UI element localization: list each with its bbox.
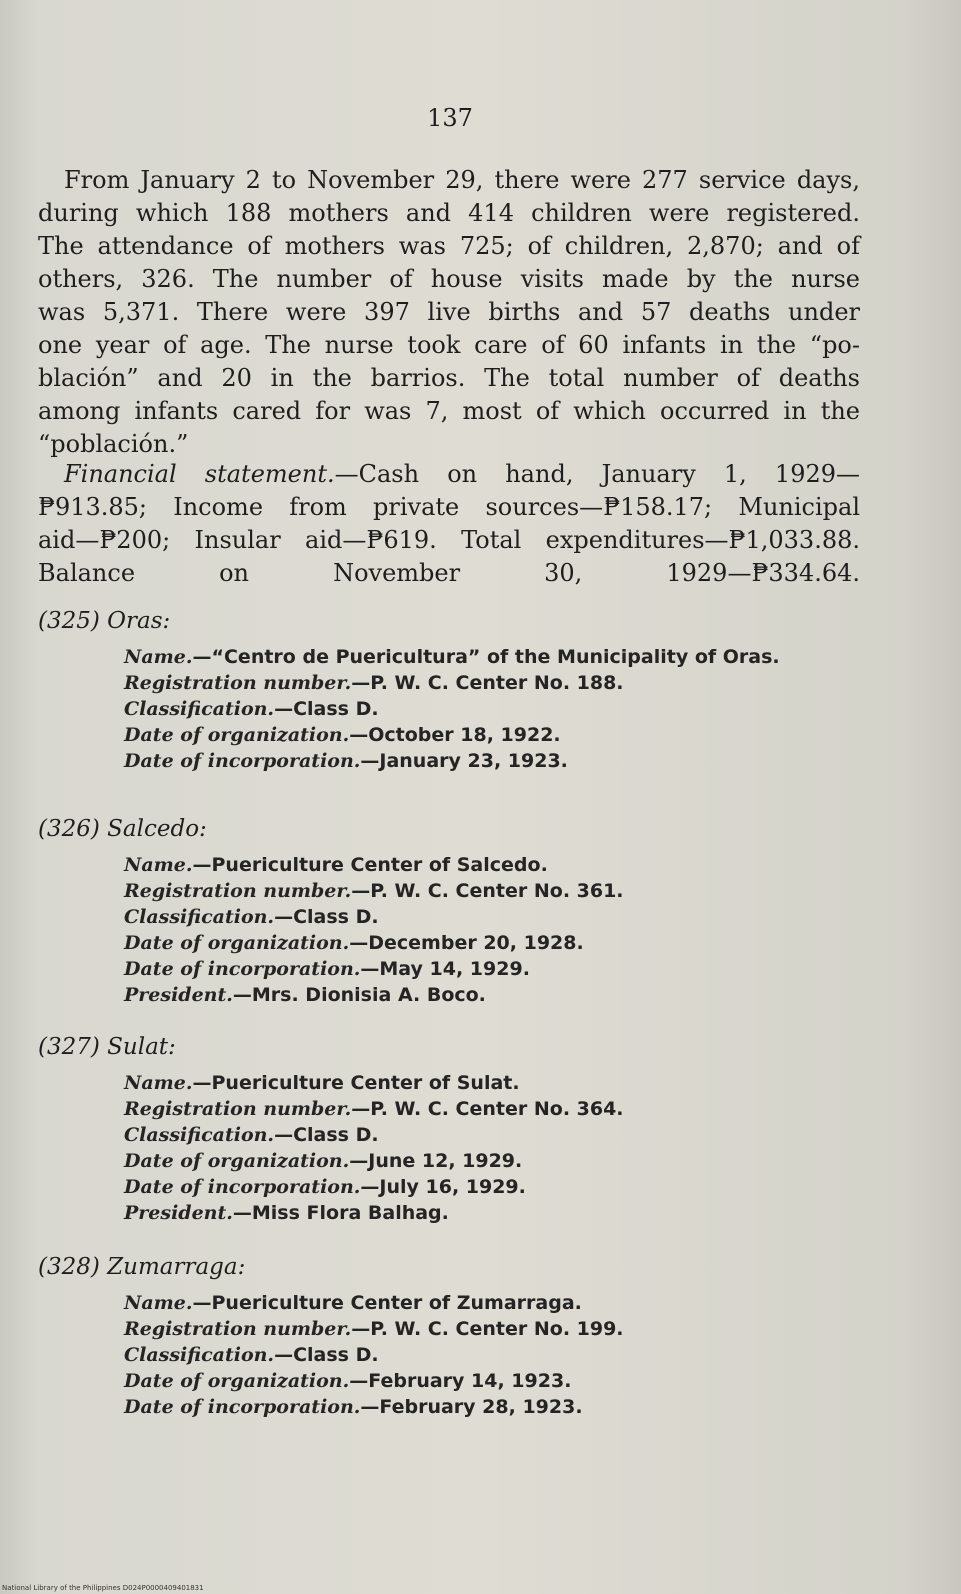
- entry-oras: [38, 606, 898, 774]
- field-classification: Classification.—Class D.: [124, 906, 379, 928]
- field-date-of-incorporation: Date of incorporation.—February 28, 1923.: [124, 1396, 583, 1418]
- field-date-of-organization: Date of organization.—February 14, 1923.: [124, 1370, 572, 1392]
- text-line: one year of age. The nurse took care of 60 infants in the “po-: [38, 331, 860, 359]
- field-date-of-organization: Date of organization.—June 12, 1929.: [124, 1150, 523, 1172]
- entry-salcedo: [38, 814, 898, 1008]
- text-line: during which 188 mothers and 414 children were registered.: [38, 199, 860, 227]
- scan-footer: National Library of the Philippines D024P0000409401831: [2, 1584, 204, 1592]
- text-line: “población.”: [38, 430, 189, 458]
- field-date-of-organization: Date of organization.—October 18, 1922.: [124, 724, 561, 746]
- entry-fields: [124, 1290, 898, 1420]
- financial-statement-lead: Financial statement.: [64, 460, 335, 488]
- text-line: ₱913.85; Income from private sources—₱158.17; Municipal: [38, 493, 860, 521]
- entry-heading: (326) Salcedo:: [38, 816, 207, 842]
- field-classification: Classification.—Class D.: [124, 1344, 379, 1366]
- entry-fields: [124, 1070, 898, 1226]
- text-line: [38, 458, 860, 491]
- entry-fields: [124, 644, 898, 774]
- text-line: The attendance of mothers was 725; of children, 2,870; and of: [38, 232, 860, 260]
- entry-heading: (327) Sulat:: [38, 1034, 176, 1060]
- field-president: President.—Miss Flora Balhag.: [124, 1202, 449, 1224]
- field-name: Name.—Puericulture Center of Sulat.: [124, 1072, 520, 1094]
- field-date-of-incorporation: Date of incorporation.—May 14, 1929.: [124, 958, 530, 980]
- field-date-of-incorporation: Date of incorporation.—January 23, 1923.: [124, 750, 568, 772]
- text-line: was 5,371. There were 397 live births and 57 deaths under: [38, 298, 860, 326]
- field-president: President.—Mrs. Dionisia A. Boco.: [124, 984, 486, 1006]
- field-date-of-organization: Date of organization.—December 20, 1928.: [124, 932, 584, 954]
- text-line: among infants cared for was 7, most of which occurred in the: [38, 397, 860, 425]
- field-date-of-incorporation: Date of incorporation.—July 16, 1929.: [124, 1176, 526, 1198]
- entry-zumarraga: [38, 1252, 898, 1420]
- text-line: Balance on November 30, 1929—₱334.64.: [38, 559, 860, 587]
- entry-fields: [124, 852, 898, 1008]
- text-line: blación” and 20 in the barrios. The total number of deaths: [38, 364, 860, 392]
- paragraph-financial-statement: [38, 458, 860, 590]
- field-registration-number: Registration number.—P. W. C. Center No. 199.: [124, 1318, 624, 1340]
- text-line: aid—₱200; Insular aid—₱619. Total expenditures—₱1,033.88.: [38, 526, 860, 554]
- field-name: Name.—“Centro de Puericultura” of the Municipality of Oras.: [124, 646, 780, 668]
- text-line: others, 326. The number of house visits made by the nurse: [38, 265, 860, 293]
- page-number: 137: [427, 104, 473, 132]
- field-name: Name.—Puericulture Center of Salcedo.: [124, 854, 548, 876]
- entry-heading: (328) Zumarraga:: [38, 1254, 246, 1280]
- field-registration-number: Registration number.—P. W. C. Center No. 364.: [124, 1098, 624, 1120]
- entry-sulat: [38, 1032, 898, 1226]
- field-registration-number: Registration number.—P. W. C. Center No. 361.: [124, 880, 624, 902]
- field-registration-number: Registration number.—P. W. C. Center No. 188.: [124, 672, 624, 694]
- field-name: Name.—Puericulture Center of Zumarraga.: [124, 1292, 582, 1314]
- entry-heading: (325) Oras:: [38, 608, 171, 634]
- text-line: From January 2 to November 29, there were 277 service days,: [64, 166, 860, 194]
- field-classification: Classification.—Class D.: [124, 698, 379, 720]
- paragraph-service-report: [38, 164, 860, 461]
- text-run: —Cash on hand, January 1, 1929—: [334, 460, 861, 488]
- field-classification: Classification.—Class D.: [124, 1124, 379, 1146]
